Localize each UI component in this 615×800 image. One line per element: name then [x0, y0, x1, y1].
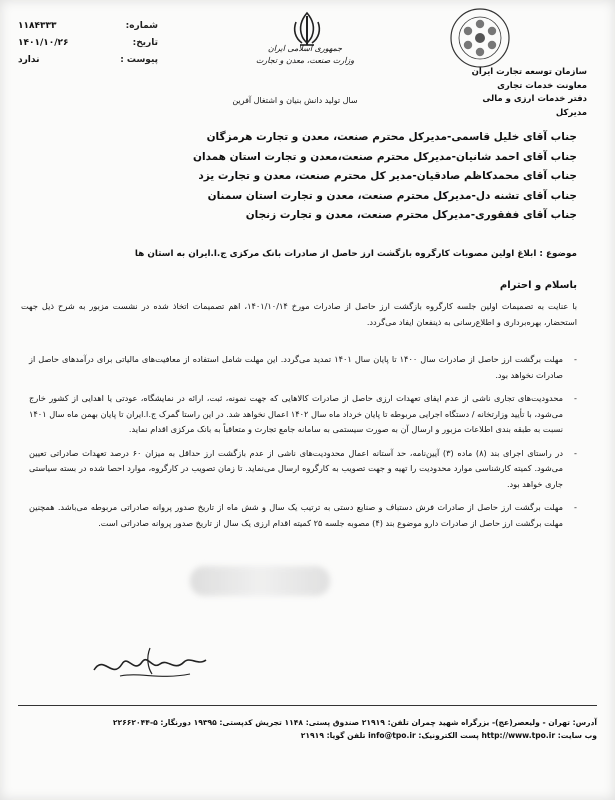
org-line: دفتر خدمات ارزی و مالی [482, 94, 587, 104]
letter-footer [17, 716, 597, 742]
recipient-line: جناب آقای محمدکاظم صادقیان-مدیر کل محترم صنعت، معدن و تجارت یزد [198, 170, 577, 182]
footer-contact: وب سایت: http://www.tpo.ir پست الکترونیک: info@tpo.ir تلفن گویا: ۲۱۹۱۹ [300, 731, 597, 740]
gov-line-2: وزارت صنعت، معدن و تجارت [255, 56, 355, 65]
tpo-logo-icon [448, 6, 512, 70]
intro-paragraph: با عنایت به تصمیمات اولین جلسه کارگروه بازگشت ارز حاصل از صادرات مورخ ۱۴۰۱/۱۰/۱۴، اهم تصمیمات اتخاذ شده در نشست مزبور به شرح ذیل جهت استحضار، بهره‌برداری و اطلاع‌رسانی به ذینفعان ایفاد می‌گردد. [21, 301, 577, 327]
bullet-dash-icon: - [574, 393, 577, 403]
recipient-line: جناب آقای احمد شانیان-مدیرکل محترم صنعت،معدن و تجارت استان همدان [193, 150, 577, 163]
iran-emblem-icon [290, 10, 324, 48]
signature-icon [90, 640, 210, 690]
decision-item [29, 446, 577, 493]
footer-address: آدرس: تهران - ولیعصر(عج)- بزرگراه شهید چمران تلفن: ۲۱۹۱۹ صندوق پستی: ۱۱۴۸ تجریش کدپستی: ۱۹۳۹۵ دورنگار: ۵-۲۲۶۶۲۰۴۴ [112, 718, 597, 727]
attachment-label: پیوست : [120, 55, 158, 65]
date-value: ۱۴۰۱/۱۰/۲۶ [18, 38, 69, 48]
decision-item [29, 500, 577, 531]
recipient-line: جناب آقای تشنه دل-مدیرکل محترم صنعت، معدن و تجارت استان سمنان [207, 189, 577, 202]
year-slogan: سال تولید دانش بنیان و اشتغال آفرین [232, 96, 358, 105]
recipients-list [157, 128, 577, 226]
decision-items [29, 352, 577, 539]
org-block [437, 66, 587, 120]
attachment-value: ندارد [18, 55, 40, 65]
bullet-dash-icon: - [574, 502, 577, 512]
org-line: سازمان توسعه تجارت ایران [471, 67, 587, 77]
org-line: مدیرکل [555, 107, 587, 118]
org-line: معاونت خدمات تجاری [497, 80, 587, 91]
decision-item-text: محدودیت‌های تجاری ناشی از عدم ایفای تعهدات ارزی حاصل از صادرات کالاهایی که جهت نمونه، ثبت، ارائه در نمایشگاه، عودتی یا اهدایی از کشور خارج می‌شود، با تأیید وزارتخانه / دستگاه اجرایی مربوطه تا پایان خرداد ماه سال ۱۴۰۲ اعمال نخواهد شد. در این راستا گمرک ج.ا.ایران تا پایان بهمن ماه سال ۱۴۰۱ نسبت به طبقه بندی اطلاعات مزبور و ارسال آن به صورت سیستمی به سامانه جامع تجارت و متعاقباً به بانک مرکزی اقدام نماید. [29, 393, 564, 434]
decision-item [29, 391, 577, 438]
number-label: شماره: [125, 21, 158, 31]
decision-item-text: مهلت برگشت ارز حاصل از صادرات سال ۱۴۰۰ تا پایان سال ۱۴۰۱ تمدید می‌گردد. این مهلت شامل استفاده از معافیت‌های مالیاتی برای درآمدهای حاصل از صادرات نخواهد بود. [29, 354, 563, 380]
letter-meta [18, 18, 158, 69]
decision-item-text: مهلت برگشت ارز حاصل از صادرات فرش دستباف و صنایع دستی به ترتیب یک سال و شش ماه از تاریخ صدور پروانه صادراتی مربوطه می‌باشد. همچنین مهلت برگشت ارز حاصل از صادرات دارو موضوع بند (۴) مصوبه جلسه ۲۵ کمیته اقدام ارزی یک سال از تاریخ صدور پروانه صادراتی است. [29, 502, 563, 528]
date-label: تاریخ: [132, 38, 158, 48]
recipient-line: جناب آقای خلیل قاسمی-مدیرکل محترم صنعت، معدن و تجارت هرمزگان [206, 131, 577, 143]
recipient-line: جناب آقای ففقوری-مدیرکل محترم صنعت، معدن و تجارت زنجان [245, 209, 577, 221]
decision-item-text: در راستای اجرای بند (۸) ماده (۳) آیین‌نامه، حد آستانه اعمال محدودیت‌های ناشی از عدم بازگشت ارز حداقل به میزان ۶۰ درصد تعهدات صادراتی تعیین می‌شود. کمیته کارشناسی موارد محدودیت را تهیه و جهت تصویب به کارگروه ارسال می‌نماید. تا زمان تصویب در کارگروه، موارد احصا شده در بسته سیاستی جاری خواهد بود. [29, 447, 563, 489]
gov-line-1: جمهوری اسلامی ایران [267, 44, 343, 53]
footer-divider [18, 705, 597, 706]
redacted-area [190, 566, 330, 596]
bullet-dash-icon: - [574, 354, 577, 364]
meta-number-row [18, 18, 158, 35]
subject-line: موضوع : ابلاغ اولین مصوبات کارگروه بازگشت ارز حاصل از صادرات بانک مرکزی ج.ا.ایران به استان ها [134, 249, 577, 259]
decision-item [29, 352, 577, 383]
bullet-dash-icon: - [574, 447, 577, 458]
meta-date-row [18, 35, 158, 52]
number-value: ۱۱۸۴۳۳۳ [18, 21, 57, 31]
meta-attachment-row [18, 52, 158, 69]
greeting: باسلام و احترام [499, 280, 577, 291]
